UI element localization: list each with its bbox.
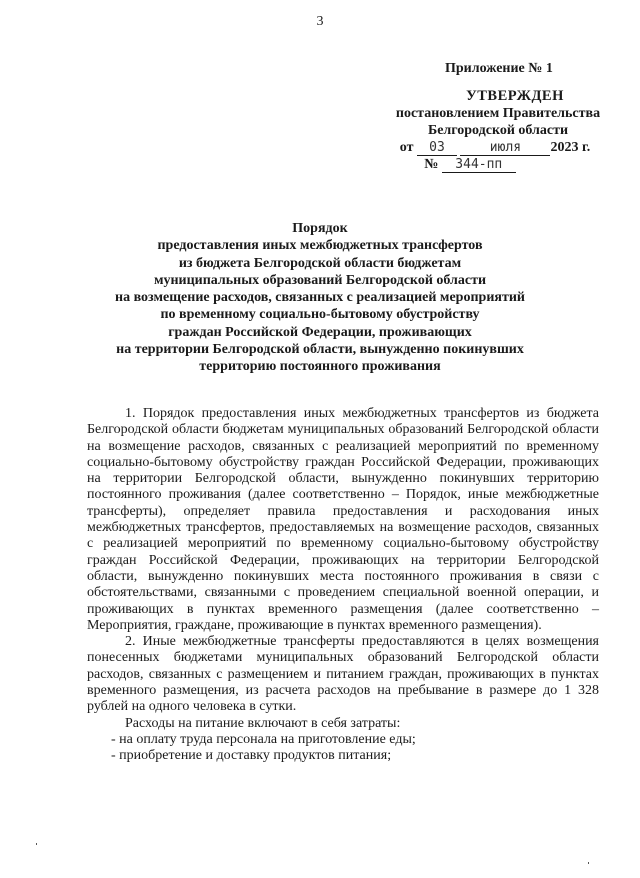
- scan-speck: [36, 843, 37, 845]
- approval-title: УТВЕРЖДЕН: [466, 88, 564, 104]
- date-year: 2023 г.: [550, 140, 591, 155]
- heading-line: территорию постоянного проживания: [199, 359, 441, 375]
- heading-line: предоставления иных межбюджетных трансфертов: [157, 238, 483, 254]
- date-prefix: от: [399, 140, 414, 155]
- date-day: 03: [417, 141, 457, 156]
- heading-line: Порядок: [292, 221, 348, 236]
- heading-line: граждан Российской Федерации, проживающих: [168, 324, 472, 340]
- paragraph-1: 1. Порядок предоставления иных межбюджетных трансфертов из бюджета Белгородской области бюджетам муниципальных образований Белгородской области на возмещение расходов, связанных с реализацией мероприятий по временному социально-бытовому обустройству граждан Российской Федерации, проживающих на территории Белгородской области, вынужденно покинувших территорию постоянного проживания (далее соответственно – Порядок, иные межбюджетные трансферты), определяет правила предоставления и расходования иных межбюджетных трансфертов, предоставляемых на возмещение расходов, связанных с реализацией мероприятий по временному социально-бытовому обустройству граждан Российской Федерации, проживающих на территории Белгородской области, вынужденно покинувших места постоянного проживания в связи с обстоятельствами, связанными с проведением специальной военной операции, и проживающих в пунктах временного размещения (далее соответственно – Мероприятия, граждане, проживающие в пунктах временного размещения).: [87, 406, 599, 633]
- heading-line: на возмещение расходов, связанных с реализацией мероприятий: [115, 290, 525, 306]
- number-value: 344-пп: [442, 158, 516, 173]
- paragraph-3: Расходы на питание включают в себя затраты:: [125, 715, 401, 731]
- approval-line-1: постановлением Правительства: [395, 106, 601, 121]
- paragraph-2: 2. Иные межбюджетные трансферты предоставляются в целях возмещения понесенных бюджетами муниципальных образований Белгородской области расходов, связанных с размещением и питанием граждан, проживающих в пунктах временного размещения, из расчета расходов на пребывание в размере до 1 328 рублей на одного человека в сутки.: [87, 634, 599, 715]
- number-prefix: №: [424, 157, 439, 172]
- list-item: - приобретение и доставку продуктов питания;: [111, 748, 392, 764]
- appendix-label: Приложение № 1: [445, 61, 553, 76]
- document-heading: [0, 220, 640, 376]
- approval-block: [380, 88, 610, 173]
- heading-line: из бюджета Белгородской области бюджетам: [178, 255, 462, 271]
- heading-line: на территории Белгородской области, вынужденно покинувших: [116, 342, 524, 358]
- document-body: [87, 406, 599, 765]
- scan-speck: [588, 862, 589, 864]
- page-number: 3: [316, 14, 324, 29]
- heading-line: по временному социально-бытовому обустройству: [160, 307, 480, 323]
- approval-date-row: [380, 139, 610, 156]
- approval-line-2: Белгородской области: [427, 123, 569, 138]
- approval-number-row: [330, 156, 610, 173]
- list-item: - на оплату труда персонала на приготовление еды;: [111, 731, 416, 747]
- heading-line: муниципальных образований Белгородской области: [153, 272, 487, 288]
- date-month: июля: [460, 141, 550, 156]
